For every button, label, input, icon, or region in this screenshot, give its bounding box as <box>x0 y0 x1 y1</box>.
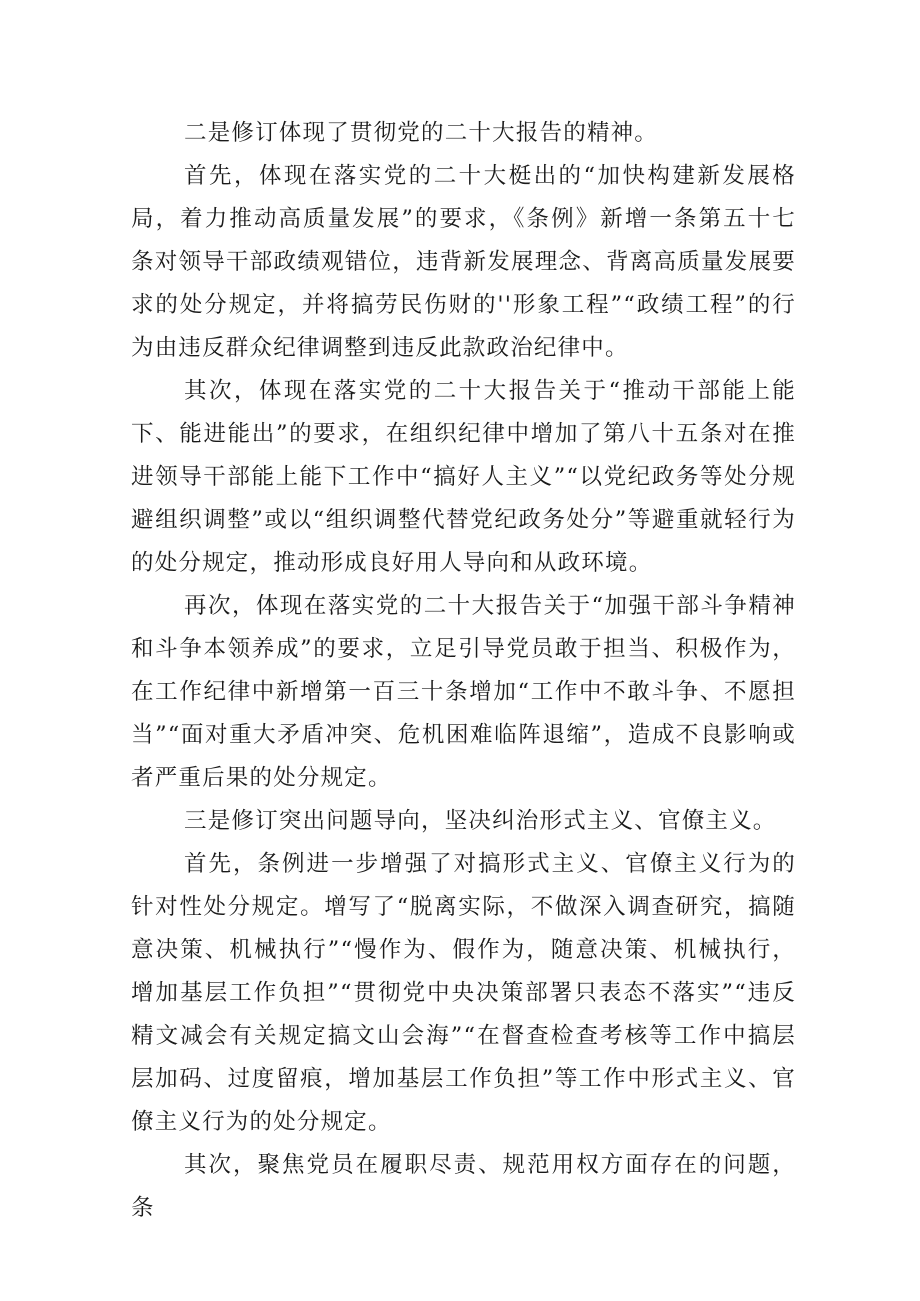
paragraph-4: 再次，体现在落实党的二十大报告关于“加强干部斗争精神和斗争本领养成”的要求，立足引导党员敢于担当、积极作为，在工作纪律中新增第一百三十条增加“工作中不敢斗争、不愿担当”“面对重大矛盾冲突、危机困难临阵退缩”，造成不良影响或者严重后果的处分规定。 <box>131 593 796 791</box>
paragraph-6: 首先，条例进一步增强了对搞形式主义、官僚主义行为的针对性处分规定。增写了“脱离实际，不做深入调查研究，搞随意决策、机械执行”“慢作为、假作为，随意决策、机械执行，增加基层工作负担”“贯彻党中央决策部署只表态不落实”“违反精文减会有关规定搞文山会海”“在督查检查考核等工作中搞层层加码、过度留痕，增加基层工作负担”等工作中形式主义、官僚主义行为的处分规定。 <box>131 851 796 1135</box>
paragraph-7: 其次，聚焦党员在履职尽责、规范用权方面存在的问题，条 <box>131 1152 796 1221</box>
paragraph-1: 二是修订体现了贯彻党的二十大报告的精神。 <box>184 120 659 146</box>
paragraph-5: 三是修订突出问题导向，坚决纠治形式主义、官僚主义。 <box>184 808 777 834</box>
paragraph-3: 其次，体现在落实党的二十大报告关于“推动干部能上能下、能进能出”的要求，在组织纪律中增加了第八十五条对在推进领导干部能上能下工作中“搞好人主义”“以党纪政务等处分规避组织调整”或以“组织调整代替党纪政务处分”等避重就轻行为的处分规定，推动形成良好用人导向和从政环境。 <box>131 378 796 576</box>
document-body <box>131 112 796 1230</box>
paragraph-2: 首先，体现在落实党的二十大梃出的“加快构建新发展格局，着力推动高质量发展”的要求，《条例》新增一条第五十七条对领导干部政绩观错位，违背新发展理念、背离高质量发展要求的处分规定，并将搞劳民伤财的''形象工程”“政绩工程”的行为由违反群众纪律调整到违反此款政治纪律中。 <box>131 163 796 361</box>
